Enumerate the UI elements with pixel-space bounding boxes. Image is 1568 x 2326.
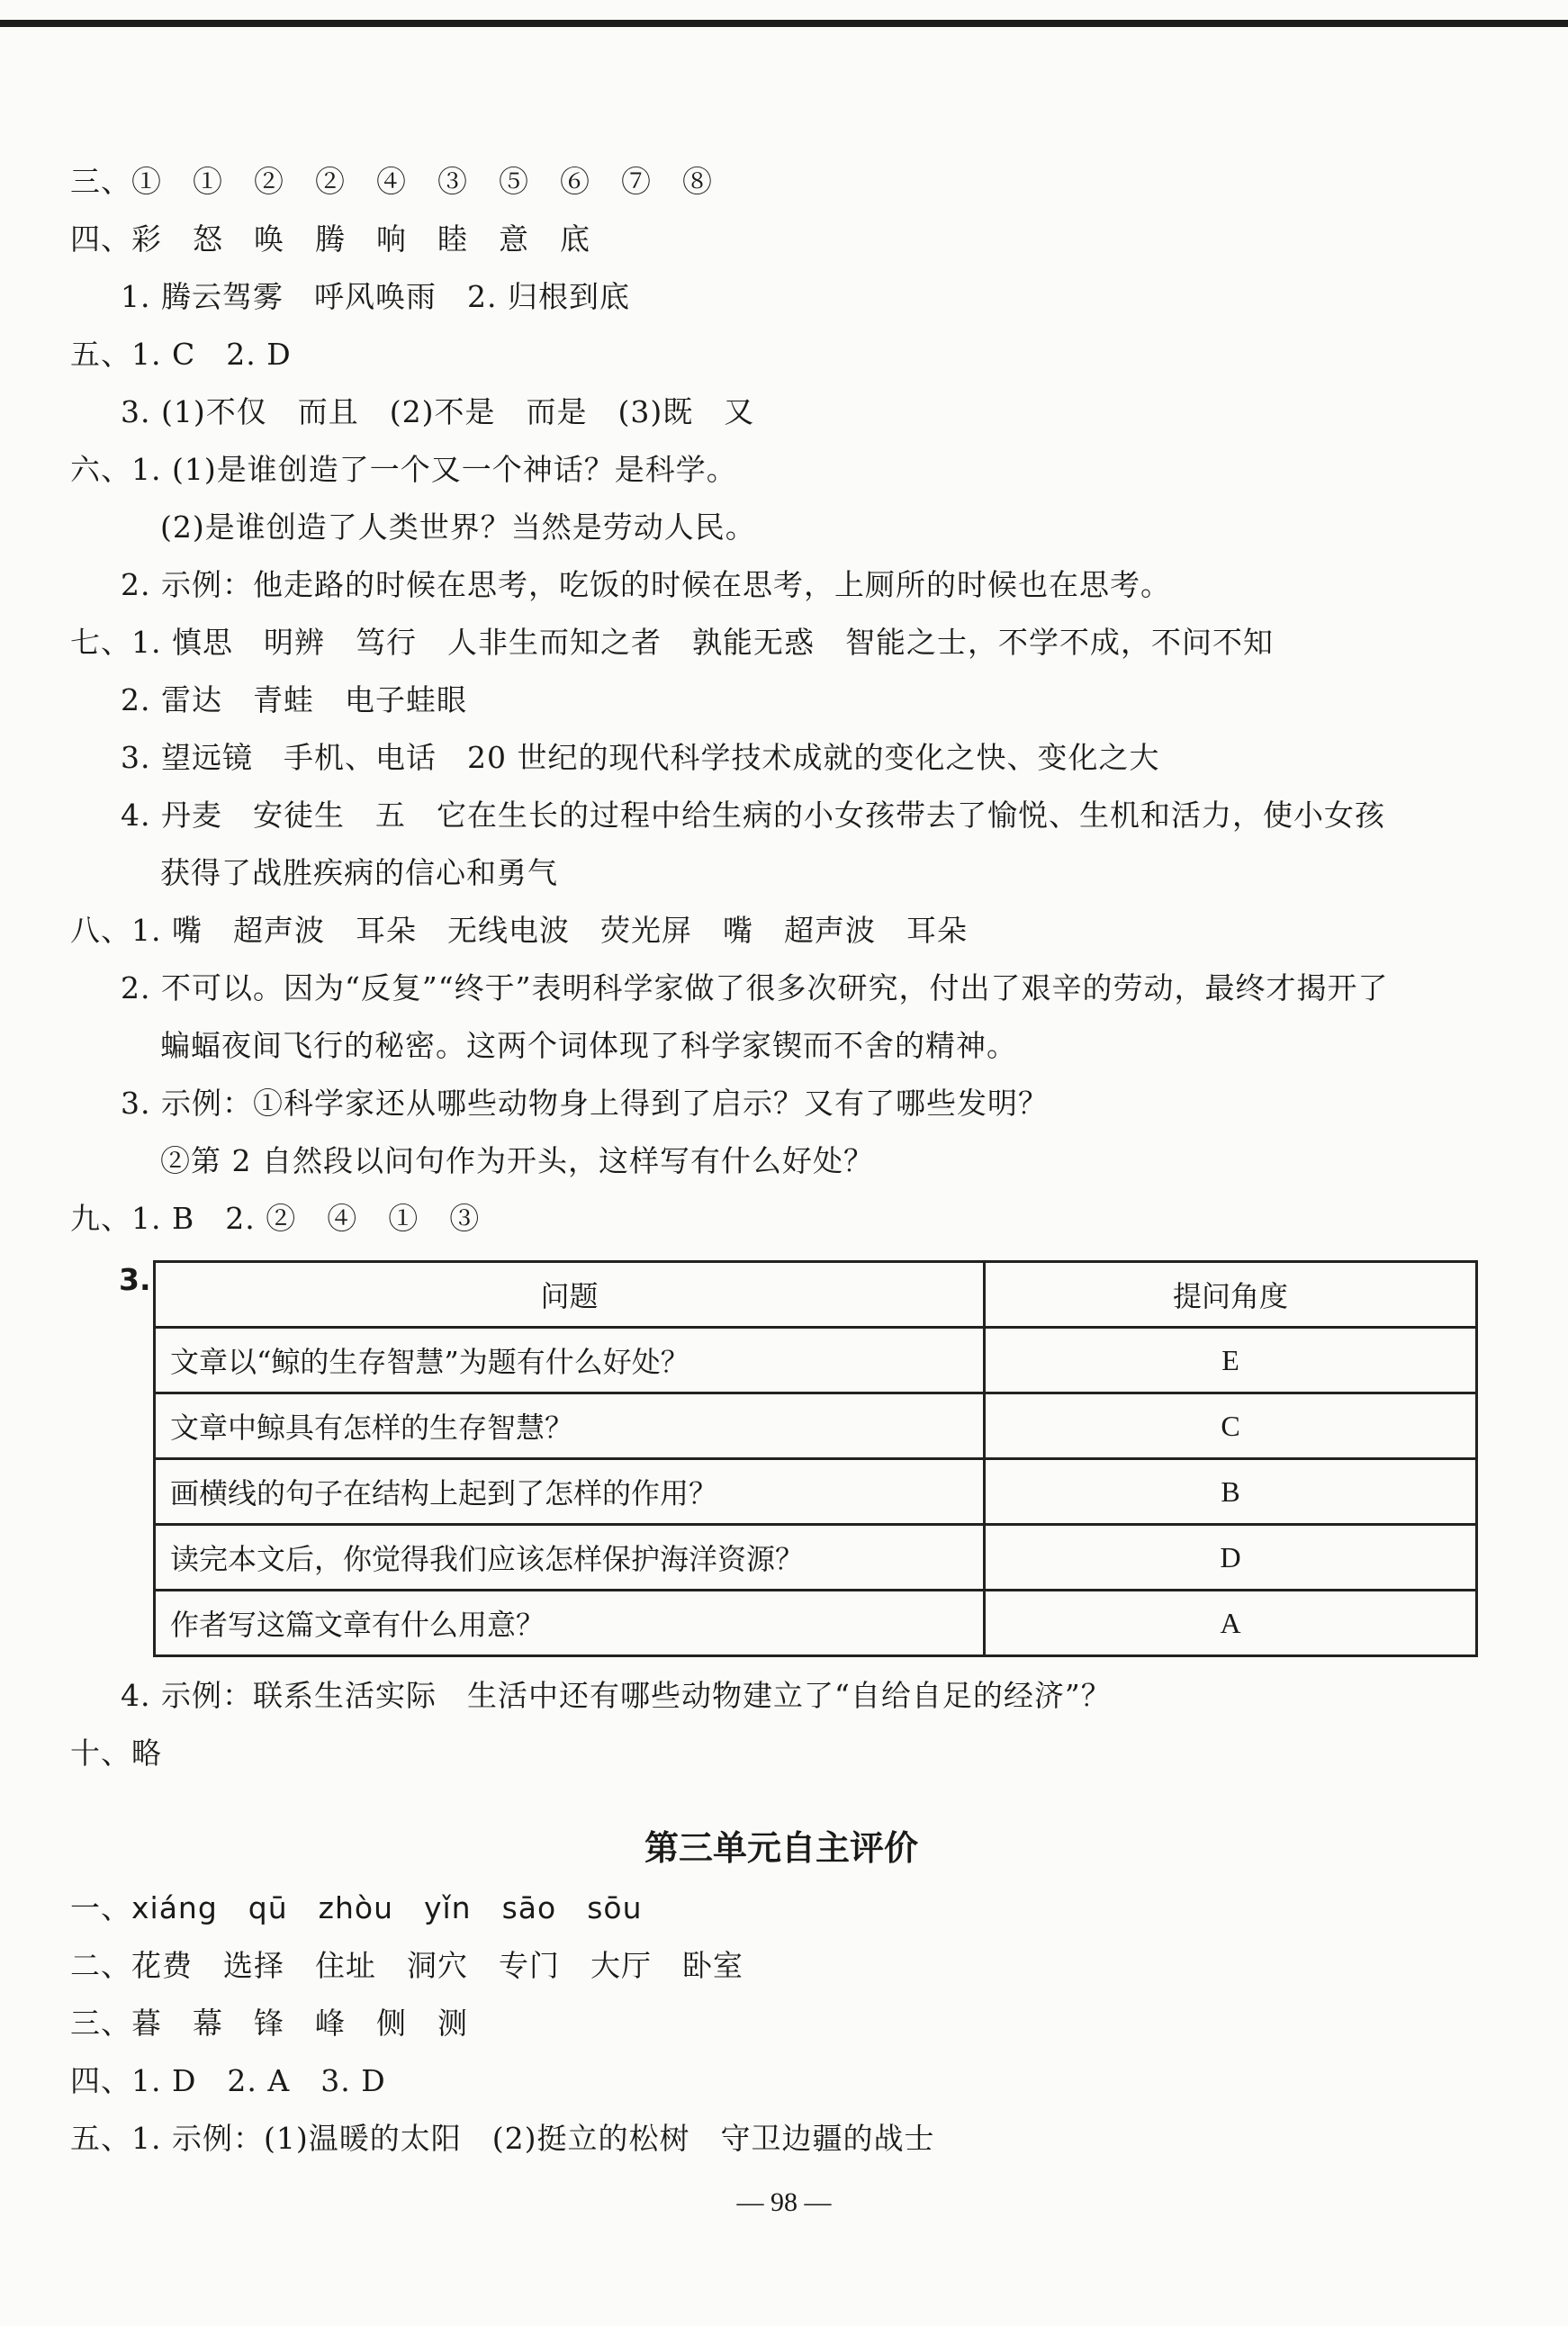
table-cell-angle: D	[985, 1525, 1477, 1591]
answer-section-8: 八、1. 嘴 超声波 耳朵 无线电波 荧光屏 嘴 超声波 耳朵	[70, 913, 968, 948]
answer-section-6-item-2: 2. 示例：他走路的时候在思考，吃饭的时候在思考，上厕所的时候也在思考。	[121, 567, 1171, 602]
answer-section-5: 五、1. C 2. D	[70, 337, 292, 372]
answer-section-4-item-1: 1. 腾云驾雾 呼风唤雨 2. 归根到底	[121, 279, 630, 314]
answer-section-5-item-3: 3. (1)不仅 而且 (2)不是 而是 (3)既 又	[121, 394, 755, 429]
table-header-question: 问题	[155, 1262, 985, 1328]
unit-3-section-3: 三、暮 幕 锋 峰 侧 测	[70, 2006, 468, 2041]
top-border-rule	[0, 20, 1568, 27]
table-cell-angle: E	[985, 1328, 1477, 1393]
answer-section-7-item-3: 3. 望远镜 手机、电话 20 世纪的现代科学技术成就的变化之快、变化之大	[121, 740, 1160, 775]
unit-3-section-2: 二、花费 选择 住址 洞穴 专门 大厅 卧室	[70, 1948, 743, 1983]
table-row	[155, 1328, 1477, 1393]
table-row	[155, 1459, 1477, 1525]
table-row	[155, 1393, 1477, 1459]
table-cell-angle: A	[985, 1591, 1477, 1656]
table-cell-question: 文章以“鲸的生存智慧”为题有什么好处？	[155, 1328, 985, 1393]
answer-section-8-item-2: 2. 不可以。因为“反复”“终于”表明科学家做了很多次研究，付出了艰辛的劳动，最终才揭开了	[121, 970, 1389, 1005]
table-header-row	[155, 1262, 1477, 1328]
table-row	[155, 1525, 1477, 1591]
answer-section-9: 九、1. B 2. ② ④ ① ③	[70, 1201, 481, 1236]
answer-section-8-item-2-cont: 蝙蝠夜间飞行的秘密。这两个词体现了科学家锲而不舍的精神。	[160, 1028, 1017, 1063]
table-cell-angle: C	[985, 1393, 1477, 1459]
answer-section-4: 四、彩 怒 唤 腾 响 睦 意 底	[70, 221, 590, 257]
table-cell-question: 作者写这篇文章有什么用意？	[155, 1591, 985, 1656]
answer-section-9-item-3-number: 3.	[119, 1262, 151, 1297]
answer-section-6: 六、1. (1)是谁创造了一个又一个神话？是科学。	[70, 452, 737, 487]
answer-section-7: 七、1. 慎思 明辨 笃行 人非生而知之者 孰能无惑 智能之士，不学不成，不问不知	[70, 625, 1274, 660]
answer-section-9-item-4: 4. 示例：联系生活实际 生活中还有哪些动物建立了“自给自足的经济”？	[121, 1678, 1112, 1713]
table-cell-angle: B	[985, 1459, 1477, 1525]
page-number: — 98 —	[736, 2187, 832, 2217]
answer-section-3: 三、① ① ② ② ④ ③ ⑤ ⑥ ⑦ ⑧	[70, 164, 713, 199]
answer-section-8-item-3: 3. 示例：①科学家还从哪些动物身上得到了启示？又有了哪些发明？	[121, 1086, 1049, 1121]
answer-section-7-item-4-cont: 获得了战胜疾病的信心和勇气	[160, 855, 558, 890]
table-header-angle: 提问角度	[985, 1262, 1477, 1328]
table-cell-question: 画横线的句子在结构上起到了怎样的作用？	[155, 1459, 985, 1525]
unit-3-section-5: 五、1. 示例：(1)温暖的太阳 (2)挺立的松树 守卫边疆的战士	[70, 2121, 935, 2156]
answer-section-6-item-1b: (2)是谁创造了人类世界？当然是劳动人民。	[160, 509, 756, 545]
unit-3-title: 第三单元自主评价	[644, 1828, 918, 1868]
table-cell-question: 读完本文后，你觉得我们应该怎样保护海洋资源？	[155, 1525, 985, 1591]
unit-3-section-4: 四、1. D 2. A 3. D	[70, 2063, 386, 2098]
answer-section-8-item-3-cont: ②第 2 自然段以问句作为开头，这样写有什么好处？	[160, 1143, 874, 1178]
answer-section-7-item-2: 2. 雷达 青蛙 电子蛙眼	[121, 682, 467, 717]
question-angle-table	[153, 1260, 1478, 1657]
table-row	[155, 1591, 1477, 1656]
table-cell-question: 文章中鲸具有怎样的生存智慧？	[155, 1393, 985, 1459]
unit-3-pinyin-answers: 一、xiáng qū zhòu yǐn sāo sōu	[70, 1890, 643, 1925]
answer-section-7-item-4: 4. 丹麦 安徒生 五 它在生长的过程中给生病的小女孩带去了愉悦、生机和活力，使小女孩	[121, 798, 1385, 833]
answer-section-10: 十、略	[70, 1735, 162, 1771]
